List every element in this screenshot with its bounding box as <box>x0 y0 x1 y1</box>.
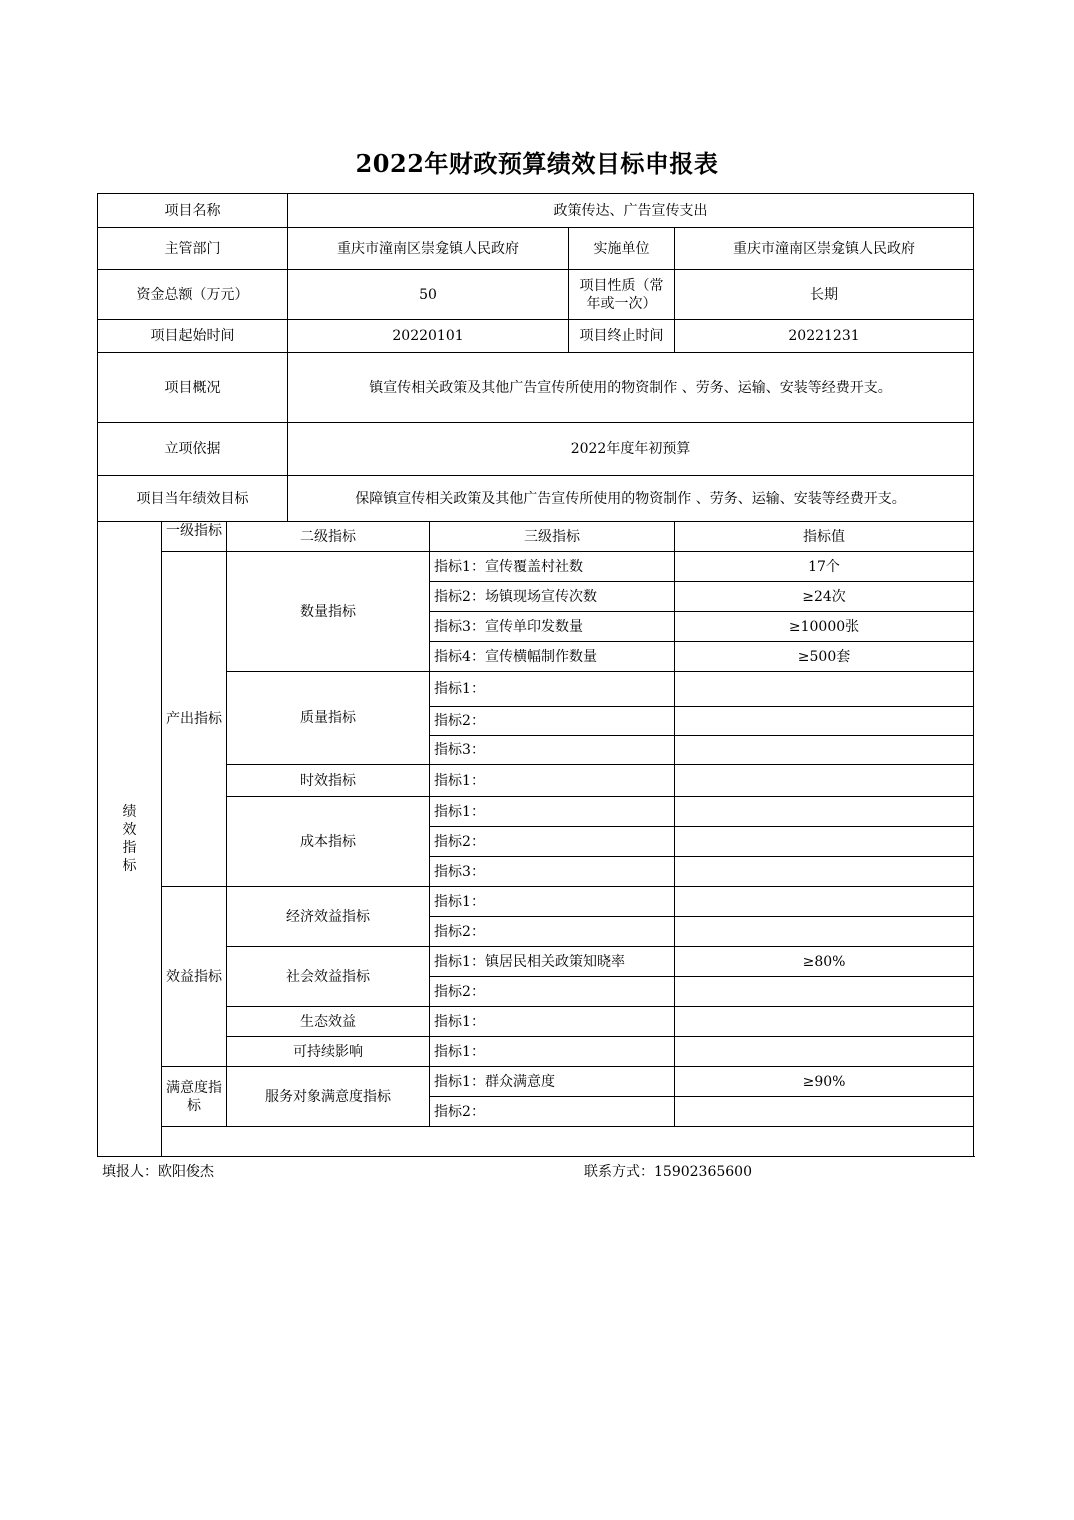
indicator-name: 指标3： <box>430 857 675 887</box>
eco-label: 生态效益 <box>227 1007 430 1037</box>
indicator-value <box>675 827 974 857</box>
indicator-value <box>675 887 974 917</box>
indicator-name: 指标2：场镇现场宣传次数 <box>430 582 675 612</box>
perf-main-label: 绩效指标 <box>98 522 162 1157</box>
indicator-name: 指标1： <box>430 1007 675 1037</box>
indicator-value: 17个 <box>675 552 974 582</box>
indicator-name: 指标1： <box>430 1037 675 1067</box>
overview-label: 项目概况 <box>98 353 288 423</box>
indicator-value <box>675 736 974 765</box>
page-title: 2022年财政预算绩效目标申报表 <box>355 149 719 178</box>
indicator-value <box>675 765 974 797</box>
contact-text: 联系方式：15902365600 <box>584 1164 752 1180</box>
overview-value: 镇宣传相关政策及其他广告宣传所使用的物资制作 、劳务、运输、安装等经费开支。 <box>288 353 974 423</box>
nature-value: 长期 <box>675 270 974 320</box>
goal-value: 保障镇宣传相关政策及其他广告宣传所使用的物资制作 、劳务、运输、安装等经费开支。 <box>288 476 974 522</box>
declaration-table <box>97 193 974 1157</box>
sustain-label: 可持续影响 <box>227 1037 430 1067</box>
indicator-value: ≥10000张 <box>675 612 974 642</box>
output-label: 产出指标 <box>162 552 227 887</box>
impl-value: 重庆市潼南区崇龛镇人民政府 <box>675 228 974 270</box>
timeliness-label: 时效指标 <box>227 765 430 797</box>
indicator-value <box>675 917 974 947</box>
indicator-value <box>675 672 974 707</box>
indicator-name: 指标3： <box>430 736 675 765</box>
project-name-label: 项目名称 <box>98 194 288 228</box>
indicator-value <box>675 797 974 827</box>
impl-label: 实施单位 <box>569 228 675 270</box>
indicator-name: 指标4：宣传横幅制作数量 <box>430 642 675 672</box>
indicator-name: 指标1：群众满意度 <box>430 1067 675 1097</box>
indicator-name: 指标2： <box>430 977 675 1007</box>
quantity-label: 数量指标 <box>227 552 430 672</box>
funds-value: 50 <box>288 270 569 320</box>
indicator-name: 指标2： <box>430 917 675 947</box>
indicator-value <box>675 1097 974 1127</box>
project-name-value: 政策传达、广告宣传支出 <box>288 194 974 228</box>
blank-row <box>162 1127 974 1157</box>
benefit-label: 效益指标 <box>162 887 227 1067</box>
dept-value: 重庆市潼南区崇龛镇人民政府 <box>288 228 569 270</box>
indicator-name: 指标2： <box>430 1097 675 1127</box>
service-label: 服务对象满意度指标 <box>227 1067 430 1127</box>
indicator-value: ≥500套 <box>675 642 974 672</box>
indicator-value <box>675 1007 974 1037</box>
indicator-value <box>675 1037 974 1067</box>
funds-label: 资金总额（万元） <box>98 270 288 320</box>
col-level1-header: 一级指标 <box>162 522 227 552</box>
indicator-value <box>675 977 974 1007</box>
indicator-name: 指标1： <box>430 797 675 827</box>
indicator-name: 指标1： <box>430 765 675 797</box>
indicator-name: 指标1： <box>430 672 675 707</box>
indicator-value <box>675 707 974 736</box>
nature-label: 项目性质（常年或一次） <box>569 270 675 320</box>
indicator-value <box>675 857 974 887</box>
end-value: 20221231 <box>675 320 974 353</box>
indicator-name: 指标2： <box>430 707 675 736</box>
indicator-value: ≥80% <box>675 947 974 977</box>
col-value-header: 指标值 <box>675 522 974 552</box>
indicator-name: 指标3：宣传单印发数量 <box>430 612 675 642</box>
social-label: 社会效益指标 <box>227 947 430 1007</box>
indicator-value: ≥24次 <box>675 582 974 612</box>
indicator-name: 指标1：镇居民相关政策知晓率 <box>430 947 675 977</box>
basis-label: 立项依据 <box>98 423 288 476</box>
satisfaction-label: 满意度指标 <box>162 1067 227 1127</box>
end-label: 项目终止时间 <box>569 320 675 353</box>
indicator-name: 指标1： <box>430 887 675 917</box>
basis-value: 2022年度年初预算 <box>288 423 974 476</box>
start-label: 项目起始时间 <box>98 320 288 353</box>
col-level3-header: 三级指标 <box>430 522 675 552</box>
col-level2-header: 二级指标 <box>227 522 430 552</box>
indicator-name: 指标2： <box>430 827 675 857</box>
start-value: 20220101 <box>288 320 569 353</box>
cost-label: 成本指标 <box>227 797 430 887</box>
indicator-value: ≥90% <box>675 1067 974 1097</box>
indicator-name: 指标1：宣传覆盖村社数 <box>430 552 675 582</box>
quality-label: 质量指标 <box>227 672 430 765</box>
economic-label: 经济效益指标 <box>227 887 430 947</box>
dept-label: 主管部门 <box>98 228 288 270</box>
filler-text: 填报人：欧阳俊杰 <box>102 1164 214 1180</box>
goal-label: 项目当年绩效目标 <box>98 476 288 522</box>
